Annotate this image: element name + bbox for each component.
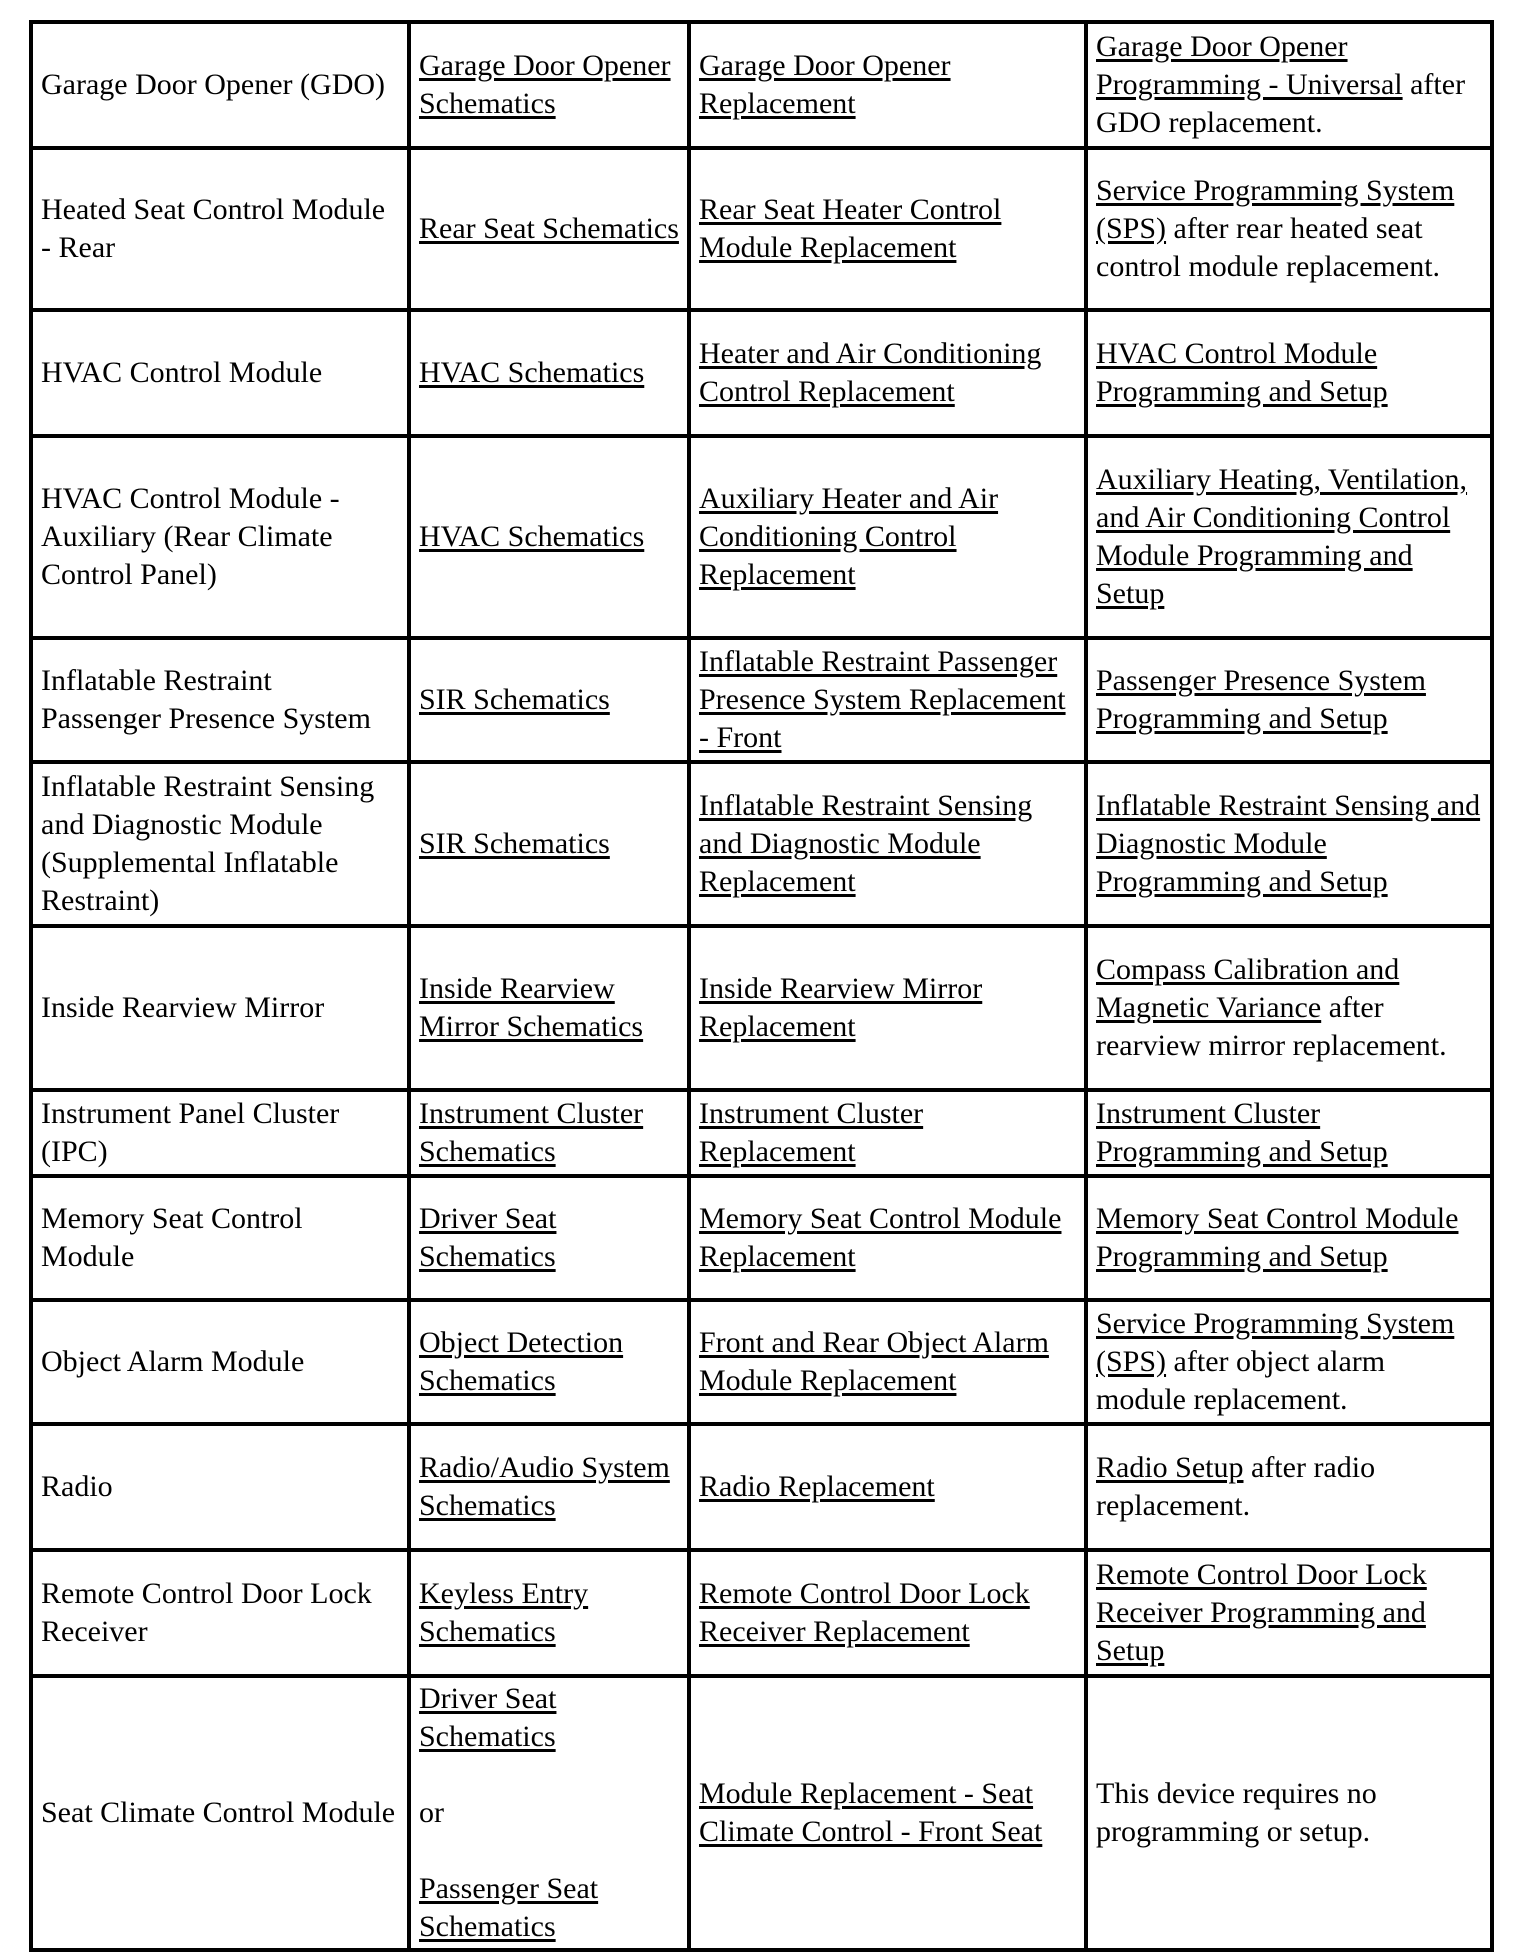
- schematics-cell: [409, 1676, 689, 1950]
- device-name: Remote Control Door Lock Receiver: [41, 1577, 372, 1648]
- programming-note: after rearview mirror replacement.: [1096, 991, 1447, 1062]
- table-row: [31, 436, 1492, 638]
- replacement-link[interactable]: Inflatable Restraint Passenger Presence System Replacement - Front: [699, 645, 1066, 754]
- schematics-link[interactable]: Rear Seat Schematics: [419, 212, 679, 245]
- programming-cell: [1086, 926, 1492, 1090]
- replacement-link[interactable]: Radio Replacement: [699, 1470, 935, 1503]
- device-cell: [31, 1176, 409, 1300]
- replacement-link[interactable]: Inside Rearview Mirror Replacement: [699, 972, 983, 1043]
- replacement-cell: [689, 148, 1086, 310]
- programming-link[interactable]: Service Programming System (SPS): [1096, 1307, 1455, 1378]
- programming-note: after rear heated seat control module replacement.: [1096, 212, 1441, 283]
- table-row: [31, 148, 1492, 310]
- programming-link[interactable]: Radio Setup: [1096, 1451, 1244, 1484]
- or-separator: or: [419, 1796, 444, 1829]
- device-cell: [31, 148, 409, 310]
- replacement-cell: [689, 22, 1086, 148]
- programming-cell: [1086, 1300, 1492, 1424]
- replacement-cell: [689, 762, 1086, 926]
- device-cell: [31, 436, 409, 638]
- programming-note: after object alarm module replacement.: [1096, 1345, 1386, 1416]
- schematics-cell: [409, 1550, 689, 1676]
- replacement-link[interactable]: Inflatable Restraint Sensing and Diagnostic Module Replacement: [699, 789, 1033, 898]
- schematics-link[interactable]: Inside Rearview Mirror Schematics: [419, 972, 644, 1043]
- replacement-link[interactable]: Memory Seat Control Module Replacement: [699, 1202, 1062, 1273]
- device-name: HVAC Control Module - Auxiliary (Rear Climate Control Panel): [41, 482, 340, 591]
- schematics-link[interactable]: Radio/Audio System Schematics: [419, 1451, 670, 1522]
- device-cell: [31, 1090, 409, 1176]
- replacement-cell: [689, 1300, 1086, 1424]
- programming-link[interactable]: Inflatable Restraint Sensing and Diagnostic Module Programming and Setup: [1096, 789, 1481, 898]
- table-row: [31, 22, 1492, 148]
- programming-cell: [1086, 638, 1492, 762]
- programming-cell: [1086, 1676, 1492, 1950]
- programming-link[interactable]: Passenger Presence System Programming and Setup: [1096, 664, 1426, 735]
- replacement-link[interactable]: Rear Seat Heater Control Module Replacement: [699, 193, 1002, 264]
- device-cell: [31, 310, 409, 436]
- device-cell: [31, 1550, 409, 1676]
- device-name: Inflatable Restraint Sensing and Diagnostic Module (Supplemental Inflatable Restraint): [41, 770, 375, 917]
- schematics-link[interactable]: Garage Door Opener Schematics: [419, 49, 671, 120]
- device-name: HVAC Control Module: [41, 356, 323, 389]
- schematics-link[interactable]: Keyless Entry Schematics: [419, 1577, 589, 1648]
- device-cell: [31, 1424, 409, 1550]
- table-row: [31, 1176, 1492, 1300]
- schematics-cell: [409, 926, 689, 1090]
- programming-cell: [1086, 1424, 1492, 1550]
- device-cell: [31, 638, 409, 762]
- programming-note: after GDO replacement.: [1096, 68, 1466, 139]
- replacement-cell: [689, 1550, 1086, 1676]
- schematics-link[interactable]: SIR Schematics: [419, 827, 610, 860]
- replacement-cell: [689, 1176, 1086, 1300]
- replacement-cell: [689, 1676, 1086, 1950]
- replacement-cell: [689, 1090, 1086, 1176]
- table-row: [31, 310, 1492, 436]
- table-row: [31, 926, 1492, 1090]
- device-cell: [31, 762, 409, 926]
- schematics-cell: [409, 638, 689, 762]
- device-name: Inflatable Restraint Passenger Presence System: [41, 664, 371, 735]
- table-row: [31, 1424, 1492, 1550]
- programming-link[interactable]: Remote Control Door Lock Receiver Programming and Setup: [1096, 1558, 1427, 1667]
- programming-link[interactable]: Compass Calibration and Magnetic Variance: [1096, 953, 1400, 1024]
- device-name: Garage Door Opener (GDO): [41, 68, 386, 101]
- schematics-link[interactable]: Instrument Cluster Schematics: [419, 1097, 644, 1168]
- schematics-link[interactable]: Object Detection Schematics: [419, 1326, 624, 1397]
- device-name: Object Alarm Module: [41, 1345, 305, 1378]
- device-name: Inside Rearview Mirror: [41, 991, 325, 1024]
- schematics-cell: [409, 762, 689, 926]
- device-cell: [31, 22, 409, 148]
- programming-link[interactable]: Auxiliary Heating, Ventilation, and Air Conditioning Control Module Programming and Setup: [1096, 463, 1468, 610]
- programming-cell: [1086, 310, 1492, 436]
- device-name: Heated Seat Control Module - Rear: [41, 193, 386, 264]
- programming-cell: [1086, 22, 1492, 148]
- table-body: [31, 22, 1492, 1950]
- replacement-link[interactable]: Heater and Air Conditioning Control Replacement: [699, 337, 1042, 408]
- programming-cell: [1086, 762, 1492, 926]
- schematics-cell: [409, 310, 689, 436]
- component-reference-table: [29, 20, 1494, 1952]
- programming-cell: [1086, 1176, 1492, 1300]
- programming-note: This device requires no programming or setup.: [1096, 1777, 1377, 1848]
- programming-link[interactable]: Garage Door Opener Programming - Universal: [1096, 30, 1403, 101]
- device-name: Memory Seat Control Module: [41, 1202, 303, 1273]
- table-row: [31, 762, 1492, 926]
- programming-note: after radio replacement.: [1096, 1451, 1376, 1522]
- schematics-link[interactable]: Passenger Seat Schematics: [419, 1872, 599, 1943]
- replacement-link[interactable]: Auxiliary Heater and Air Conditioning Control Replacement: [699, 482, 999, 591]
- device-cell: [31, 1676, 409, 1950]
- replacement-link[interactable]: Garage Door Opener Replacement: [699, 49, 951, 120]
- replacement-link[interactable]: Front and Rear Object Alarm Module Replacement: [699, 1326, 1049, 1397]
- replacement-link[interactable]: Remote Control Door Lock Receiver Replacement: [699, 1577, 1030, 1648]
- replacement-cell: [689, 436, 1086, 638]
- schematics-link[interactable]: SIR Schematics: [419, 683, 610, 716]
- schematics-cell: [409, 22, 689, 148]
- programming-cell: [1086, 1550, 1492, 1676]
- device-name: Seat Climate Control Module: [41, 1796, 396, 1829]
- programming-cell: [1086, 148, 1492, 310]
- table-row: [31, 1300, 1492, 1424]
- device-name: Radio: [41, 1470, 113, 1503]
- programming-cell: [1086, 436, 1492, 638]
- replacement-cell: [689, 310, 1086, 436]
- programming-link[interactable]: Instrument Cluster Programming and Setup: [1096, 1097, 1388, 1168]
- replacement-cell: [689, 926, 1086, 1090]
- table-row: [31, 1676, 1492, 1950]
- table-row: [31, 1090, 1492, 1176]
- programming-link[interactable]: Memory Seat Control Module Programming and Setup: [1096, 1202, 1459, 1273]
- replacement-link[interactable]: Instrument Cluster Replacement: [699, 1097, 924, 1168]
- device-name: Instrument Panel Cluster (IPC): [41, 1097, 340, 1168]
- table-row: [31, 638, 1492, 762]
- programming-cell: [1086, 1090, 1492, 1176]
- schematics-cell: [409, 1176, 689, 1300]
- programming-link[interactable]: Service Programming System (SPS): [1096, 174, 1455, 245]
- schematics-cell: [409, 1300, 689, 1424]
- device-cell: [31, 1300, 409, 1424]
- programming-link[interactable]: HVAC Control Module Programming and Setup: [1096, 337, 1388, 408]
- replacement-link[interactable]: Module Replacement - Seat Climate Control - Front Seat: [699, 1777, 1043, 1848]
- replacement-cell: [689, 1424, 1086, 1550]
- schematics-cell: [409, 148, 689, 310]
- schematics-link[interactable]: HVAC Schematics: [419, 520, 645, 553]
- schematics-cell: [409, 1090, 689, 1176]
- schematics-cell: [409, 436, 689, 638]
- device-cell: [31, 926, 409, 1090]
- table-row: [31, 1550, 1492, 1676]
- schematics-link[interactable]: Driver Seat Schematics: [419, 1682, 557, 1753]
- replacement-cell: [689, 638, 1086, 762]
- schematics-link[interactable]: Driver Seat Schematics: [419, 1202, 557, 1273]
- schematics-cell: [409, 1424, 689, 1550]
- schematics-link[interactable]: HVAC Schematics: [419, 356, 645, 389]
